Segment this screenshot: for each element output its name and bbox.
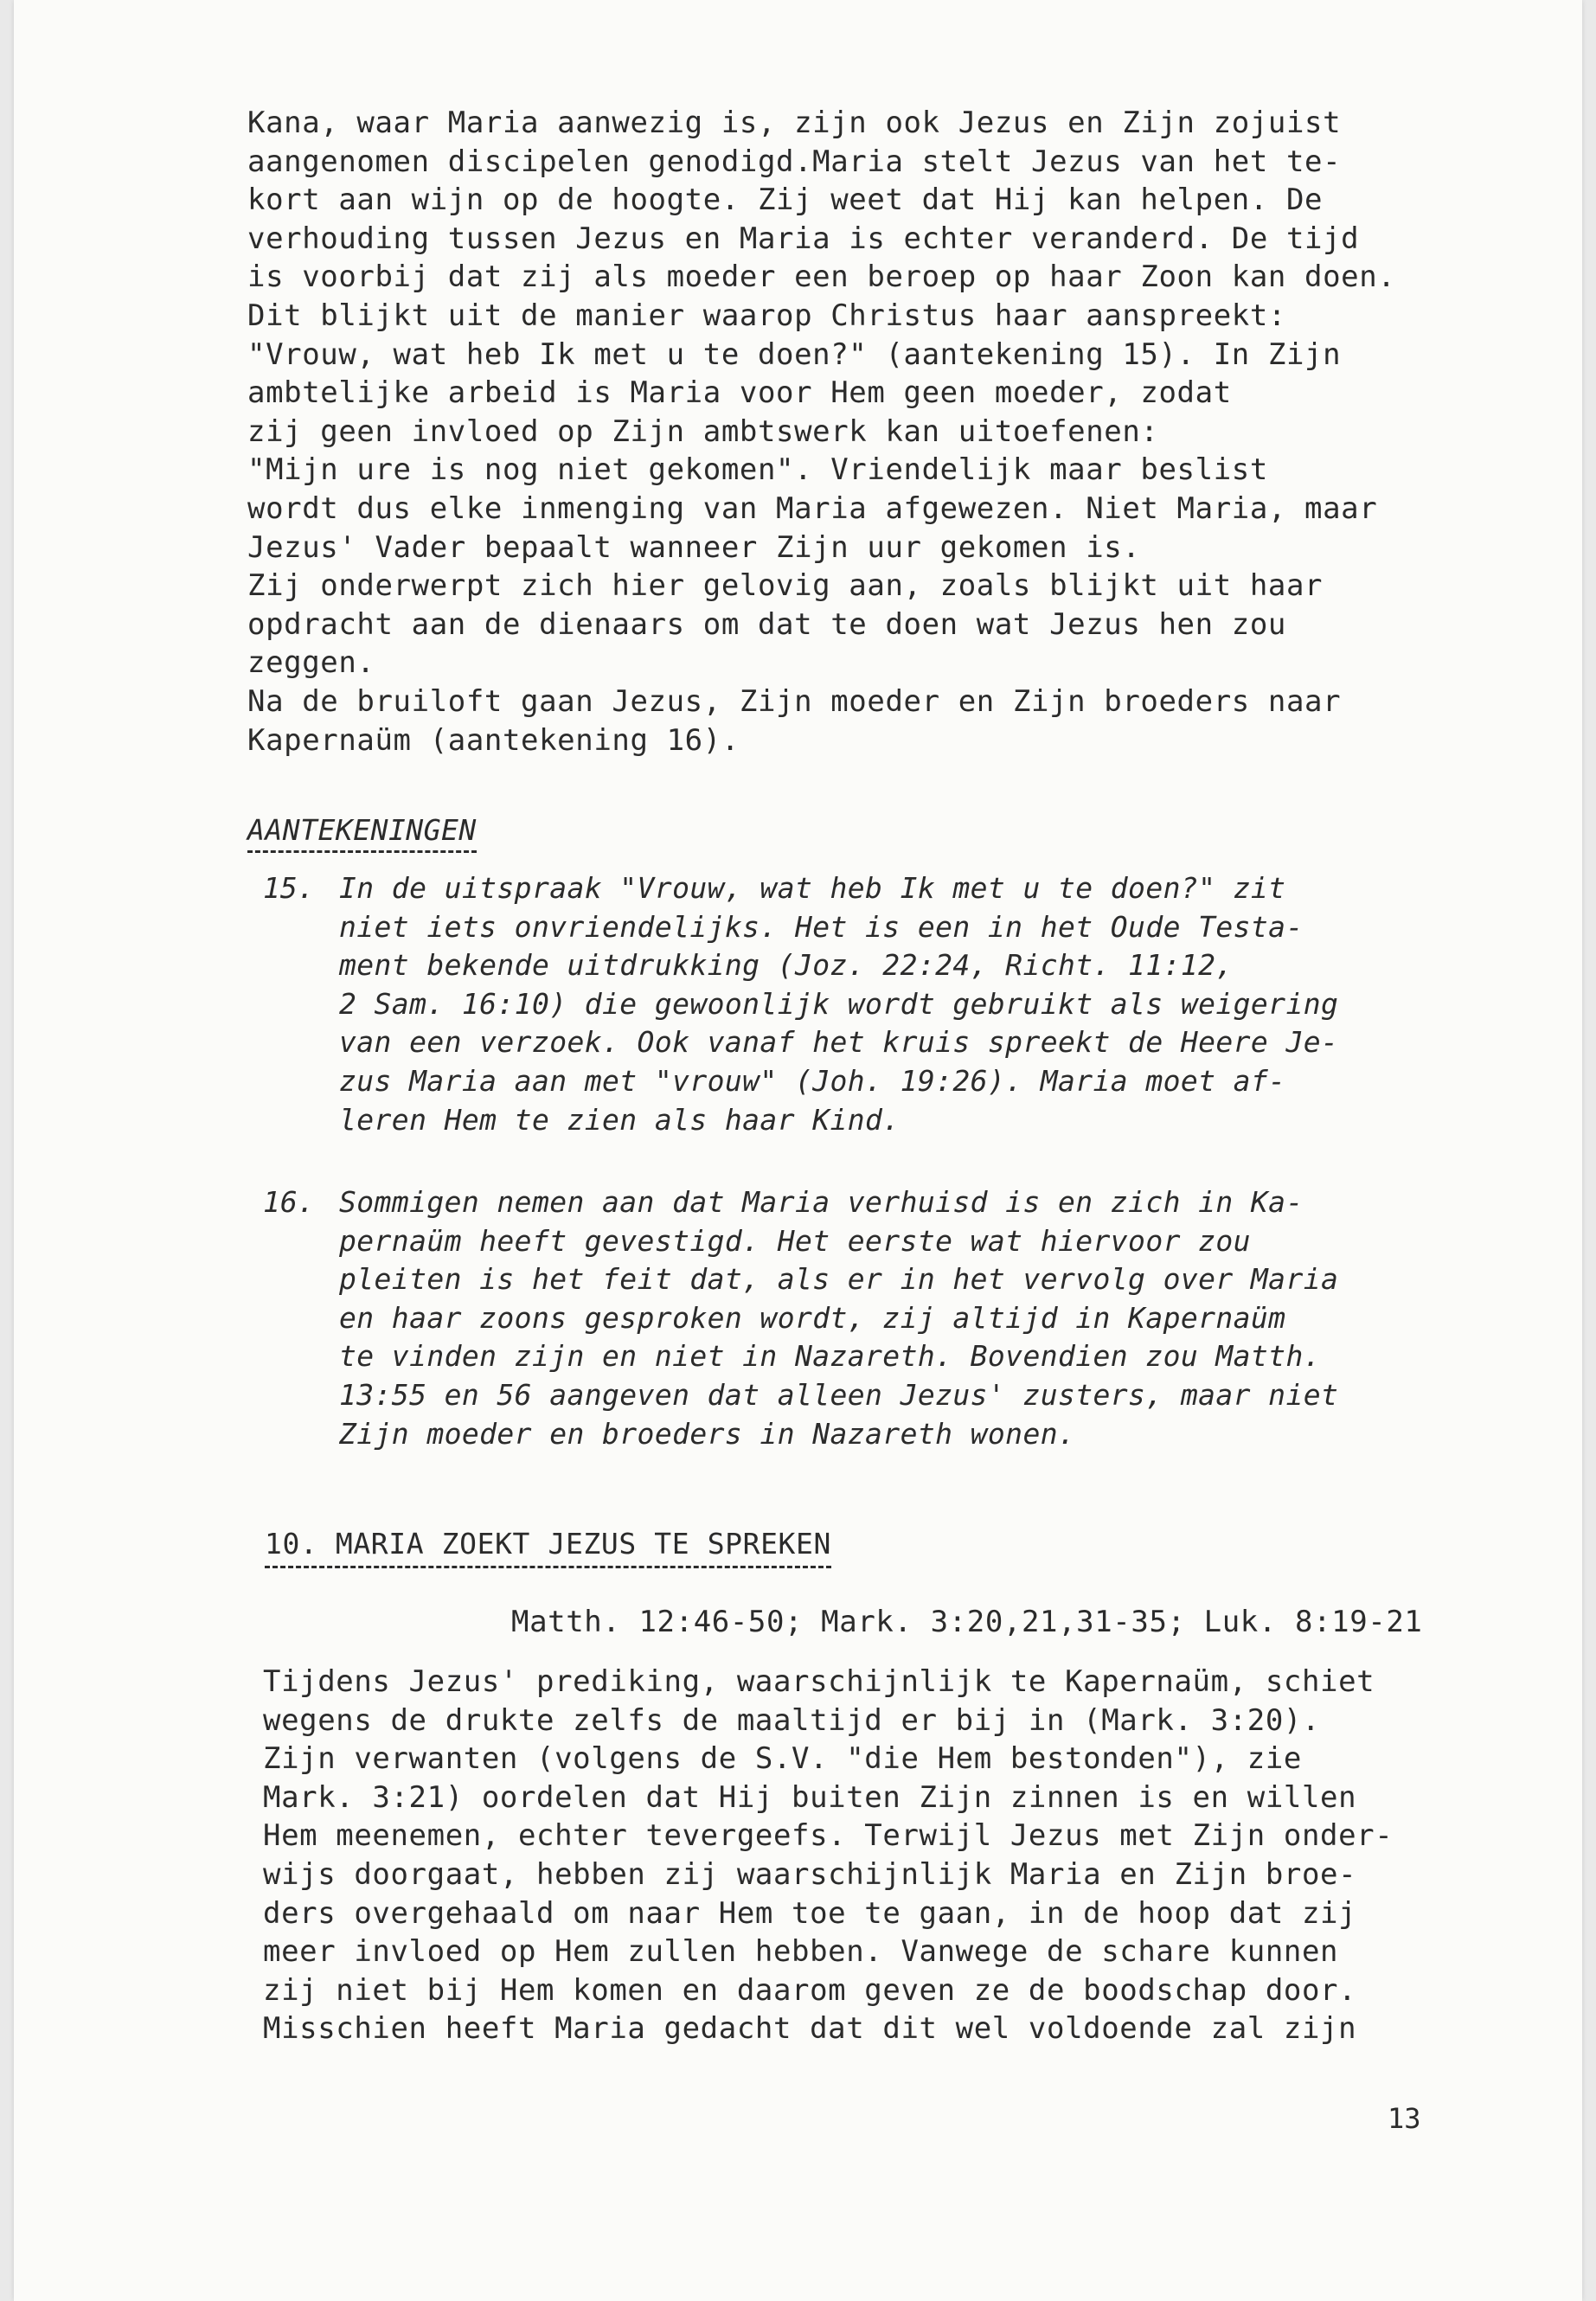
- note-line: en haar zoons gesproken wordt, zij altijd in Kapernaüm: [339, 1300, 1286, 1335]
- intro-line: opdracht aan de dienaars om dat te doen wat Jezus hen zou: [247, 606, 1286, 642]
- section-line: Tijdens Jezus' prediking, waarschijnlijk te Kapernaüm, schiet: [263, 1664, 1375, 1699]
- section-line: Misschien heeft Maria gedacht dat dit wel voldoende zal zijn: [263, 2011, 1357, 2047]
- intro-line: Kana, waar Maria aanwezig is, zijn ook Jezus en Zijn zojuist: [247, 106, 1342, 140]
- intro-line: zij geen invloed op Zijn ambtswerk kan uitoefenen:: [247, 413, 1159, 449]
- note-line: Zijn moeder en broeders in Nazareth wonen.: [339, 1416, 1076, 1451]
- intro-line: aangenomen discipelen genodigd.Maria stelt Jezus van het te-: [247, 144, 1342, 179]
- section-line: Zijn verwanten (volgens de S.V. "die Hem bestonden"), zie: [263, 1741, 1302, 1777]
- section-line: zij niet bij Hem komen en daarom geven ze de boodschap door.: [263, 1972, 1357, 2008]
- intro-line: Zij onderwerpt zich hier gelovig aan, zoals blijkt uit haar: [247, 568, 1324, 604]
- note-line: leren Hem te zien als haar Kind.: [339, 1102, 901, 1137]
- note-line: In de uitspraak "Vrouw, wat heb Ik met u te doen?" zit: [339, 871, 1286, 905]
- intro-line: "Mijn ure is nog niet gekomen". Vriendelijk maar beslist: [247, 452, 1268, 488]
- intro-line: is voorbij dat zij als moeder een beroep op haar Zoon kan doen.: [247, 260, 1396, 295]
- intro-line: ambtelijke arbeid is Maria voor Hem geen moeder, zodat: [247, 375, 1232, 411]
- intro-line: Kapernaüm (aantekening 16).: [247, 722, 740, 758]
- note-line: van een verzoek. Ook vanaf het kruis spreekt de Heere Je-: [339, 1025, 1339, 1060]
- intro-line: Na de bruiloft gaan Jezus, Zijn moeder en Zijn broeders naar: [247, 683, 1342, 719]
- section-title: 10. MARIA ZOEKT JEZUS TE SPREKEN: [265, 1527, 831, 1568]
- section-line: ders overgehaald om naar Hem toe te gaan, in de hoop dat zij: [263, 1895, 1357, 1931]
- scripture-references: Matth. 12:46-50; Mark. 3:20,21,31-35; Luk. 8:19-21: [511, 1605, 1423, 1639]
- section-line: wijs doorgaat, hebben zij waarschijnlijk Maria en Zijn broe-: [263, 1856, 1357, 1892]
- intro-paragraph: [247, 104, 1493, 760]
- section-line: Hem meenemen, echter tevergeefs. Terwijl Jezus met Zijn onder-: [263, 1818, 1394, 1854]
- intro-line: wordt dus elke inmenging van Maria afgewezen. Niet Maria, maar: [247, 490, 1378, 526]
- document-page: [14, 0, 1582, 2301]
- note-line: pernaüm heeft gevestigd. Het eerste wat hiervoor zou: [339, 1223, 1251, 1258]
- note-line: Sommigen nemen aan dat Maria verhuisd is en zich in Ka-: [339, 1185, 1304, 1219]
- note-line: zus Maria aan met "vrouw" (Joh. 19:26). Maria moet af-: [339, 1063, 1286, 1098]
- note-text: [339, 869, 1338, 1139]
- page-number: 13: [1388, 2102, 1421, 2135]
- note-number: 16.: [263, 1185, 315, 1219]
- intro-line: Dit blijkt uit de manier waarop Christus haar aanspreekt:: [247, 298, 1286, 333]
- note-line: 2 Sam. 16:10) die gewoonlijk wordt gebruikt als weigering: [339, 986, 1339, 1021]
- intro-line: "Vrouw, wat heb Ik met u te doen?" (aantekening 15). In Zijn: [247, 336, 1342, 372]
- note-line: niet iets onvriendelijks. Het is een in het Oude Testa-: [339, 909, 1304, 944]
- section-paragraph: [263, 1663, 1509, 2048]
- section-line: Mark. 3:21) oordelen dat Hij buiten Zijn zinnen is en willen: [263, 1779, 1357, 1815]
- intro-line: Jezus' Vader bepaalt wanneer Zijn uur gekomen is.: [247, 529, 1141, 565]
- note-number: 15.: [263, 871, 315, 905]
- section-line: wegens de drukte zelfs de maaltijd er bij in (Mark. 3:20).: [263, 1702, 1321, 1738]
- intro-line: verhouding tussen Jezus en Maria is echter veranderd. De tijd: [247, 221, 1360, 256]
- note-line: 13:55 en 56 aangeven dat alleen Jezus' zusters, maar niet: [339, 1377, 1339, 1412]
- intro-line: kort aan wijn op de hoogte. Zij weet dat Hij kan helpen. De: [247, 183, 1324, 218]
- note-line: te vinden zijn en niet in Nazareth. Bovendien zou Matth.: [339, 1339, 1321, 1374]
- note-text: [339, 1183, 1338, 1453]
- note-line: pleiten is het feit dat, als er in het vervolg over Maria: [339, 1262, 1339, 1297]
- note-line: ment bekende uitdrukking (Joz. 22:24, Richt. 11:12,: [339, 948, 1234, 983]
- notes-heading: AANTEKENINGEN: [247, 813, 477, 853]
- intro-line: zeggen.: [247, 645, 375, 681]
- section-line: meer invloed op Hem zullen hebben. Vanwege de schare kunnen: [263, 1934, 1339, 1970]
